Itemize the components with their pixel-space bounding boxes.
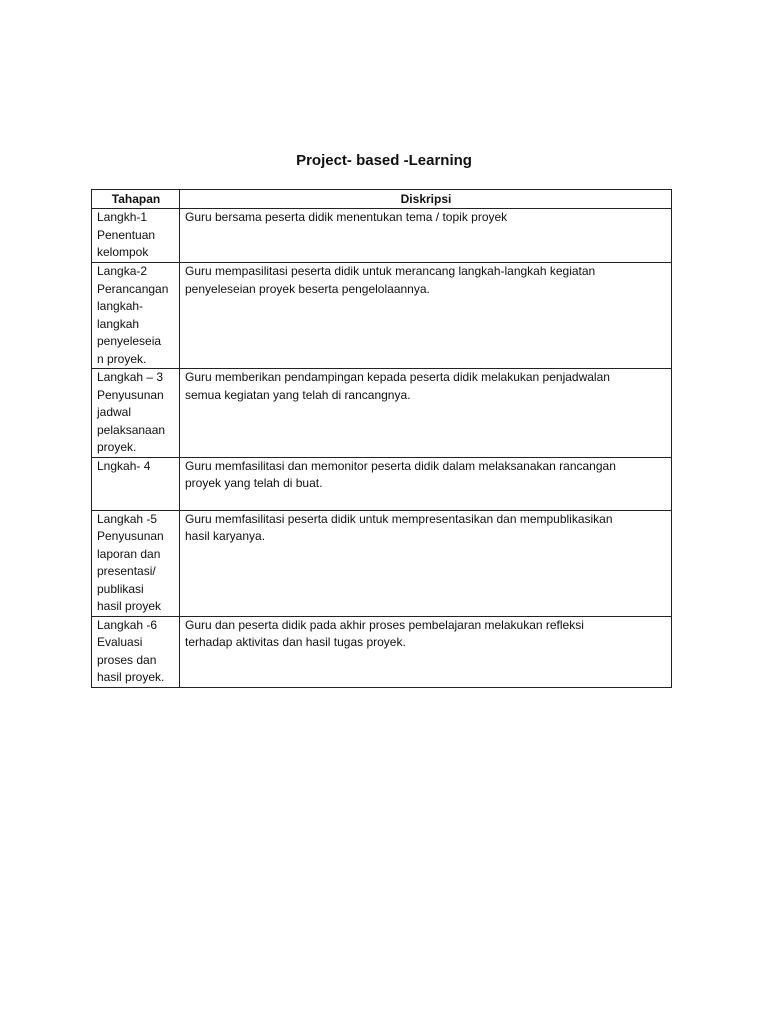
- description-text: Guru memfasilitasi dan memonitor peserta didik dalam melaksanakan rancangan: [185, 458, 616, 473]
- stage-text: proyek.: [97, 440, 137, 454]
- description-cell: [180, 616, 672, 687]
- stage-text: Penentuan: [97, 227, 156, 242]
- stage-text: Langka-2: [97, 264, 148, 278]
- stage-cell: [92, 263, 180, 369]
- stage-text: langkah-: [97, 299, 144, 313]
- description-cell: [180, 369, 672, 458]
- header-diskripsi: Diskripsi: [180, 190, 672, 209]
- table-row: [92, 457, 672, 510]
- stage-text: Langkah -5: [97, 511, 158, 526]
- stage-text: hasil proyek: [97, 599, 162, 613]
- description-cell: [180, 263, 672, 369]
- stage-cell: [92, 457, 180, 510]
- stage-text: Penyusunan: [97, 529, 164, 543]
- stage-cell: [92, 510, 180, 616]
- table-row: [92, 369, 672, 458]
- stage-text: n proyek.: [97, 351, 147, 366]
- stage-text: jadwal: [97, 405, 132, 419]
- stage-text: Langkh-1: [97, 210, 148, 224]
- stage-text: kelompok: [97, 245, 149, 259]
- stage-text: langkah: [97, 316, 140, 331]
- stage-text: Langkah – 3: [97, 370, 164, 384]
- stage-text: hasil proyek.: [97, 670, 165, 684]
- table-row: [92, 510, 672, 616]
- description-text: proyek yang telah di buat.: [185, 476, 323, 490]
- description-text: Guru mempasilitasi peserta didik untuk merancang langkah-langkah kegiatan: [185, 264, 596, 278]
- stage-cell: [92, 369, 180, 458]
- stage-cell: [92, 209, 180, 263]
- description-text: Guru bersama peserta didik menentukan tema / topik proyek: [185, 210, 508, 224]
- stage-text: Penyusunan: [97, 387, 164, 402]
- description-text: Guru dan peserta didik pada akhir proses pembelajaran melakukan refleksi: [185, 617, 584, 632]
- header-tahapan: Tahapan: [92, 190, 180, 209]
- stage-text: Lngkah- 4: [97, 458, 151, 473]
- table-row: [92, 263, 672, 369]
- description-text: terhadap aktivitas dan hasil tugas proyek.: [185, 635, 406, 649]
- description-text: hasil karyanya.: [185, 529, 266, 543]
- stage-text: Perancangan: [97, 281, 169, 296]
- table-header-row: [92, 190, 672, 209]
- stage-text: proses dan: [97, 652, 157, 667]
- stage-text: pelaksanaan: [97, 422, 166, 437]
- page-title: Project- based -Learning: [296, 152, 472, 169]
- stage-text: laporan dan: [97, 546, 161, 561]
- description-text: Guru memberikan pendampingan kepada peserta didik melakukan penjadwalan: [185, 370, 610, 384]
- description-text: semua kegiatan yang telah di rancangnya.: [185, 387, 411, 402]
- description-text: penyeleseian proyek beserta pengelolaannya.: [185, 281, 430, 296]
- stage-text: Langkah -6: [97, 617, 158, 632]
- stage-cell: [92, 616, 180, 687]
- stage-text: publikasi: [97, 581, 144, 596]
- description-cell: [180, 510, 672, 616]
- stage-text: penyeleseia: [97, 334, 162, 348]
- description-cell: [180, 457, 672, 510]
- stage-text: presentasi/: [97, 564, 156, 578]
- table-row: [92, 209, 672, 263]
- pbl-table: [91, 189, 672, 688]
- stage-text: Evaluasi: [97, 635, 143, 649]
- description-text: Guru memfasilitasi peserta didik untuk mempresentasikan dan mempublikasikan: [185, 511, 613, 526]
- description-cell: [180, 209, 672, 263]
- table-row: [92, 616, 672, 687]
